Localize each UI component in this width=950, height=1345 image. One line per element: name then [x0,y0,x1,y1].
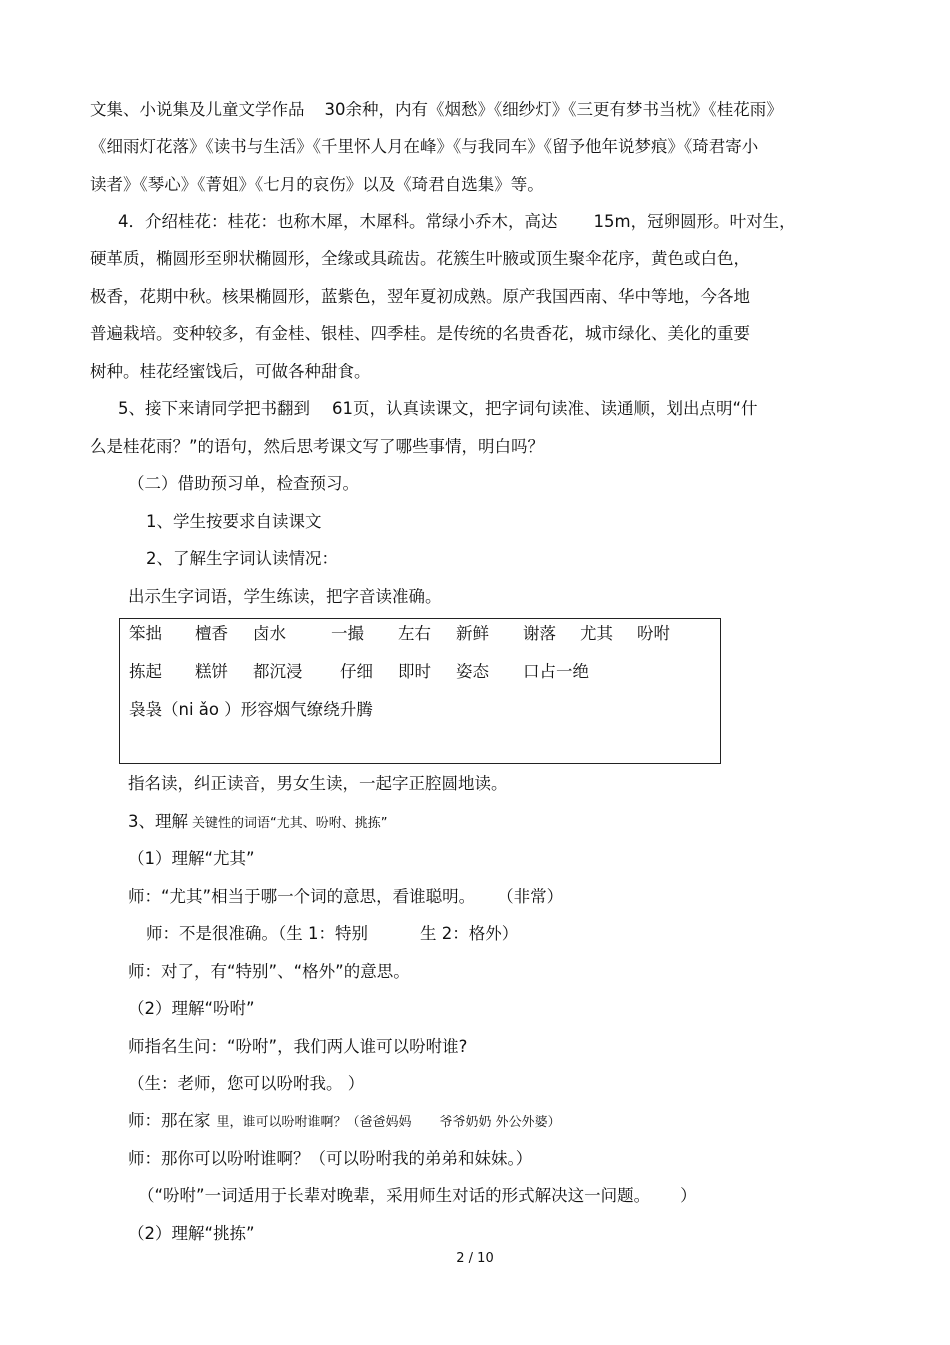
text-line: 师：那你可以吩咐谁啊？（可以吩咐我的弟弟和妹妹。） [128,1149,533,1168]
list-item: 2、了解生字词认读情况： [146,549,338,568]
subheading: （2）理解“挑拣” [128,1224,255,1243]
text-fragment: 生 2：格外） [420,924,519,943]
text-line: 么是桂花雨？”的语句，然后思考课文写了哪些事情，明白吗？ [90,437,545,456]
text-line: 树种。桂花经蜜饯后，可做各种甜食。 [90,362,371,381]
text-line: 硬革质，椭圆形至卵状椭圆形，全缘或具疏齿。花簇生叶腋或顶生聚伞花序，黄色或白色， [90,249,750,268]
text-line: 普遍栽培。变种较多，有金桂、银桂、四季桂。是传统的名贵香花，城市绿化、美化的重要 [90,324,750,343]
vocab-word: 拣起 [129,662,162,681]
text-fragment: 师：“尤其”相当于哪一个词的意思，看谁聪明。 [128,887,476,906]
text-line: 《细雨灯花落》《读书与生活》《千里怀人月在峰》《与我同车》《留予他年说梦痕》《琦君寄小 [90,137,759,156]
vocab-word: 姿态 [456,662,489,681]
vocab-word: 仔细 [340,662,373,681]
list-item: 1、学生按要求自读课文 [146,512,322,531]
text-fragment: 5、接下来请同学把书翻到 [118,399,310,418]
vocab-word: 卤水 [253,624,286,643]
vocab-word: 左右 [398,624,431,643]
text-fragment: 爷爷奶奶 外公外婆） [439,1115,561,1130]
text-fragment: 文集、小说集及儿童文学作品 [90,100,305,119]
text-fragment: 师：那在家 [128,1111,211,1130]
vocab-word: 新鲜 [456,624,489,643]
text-fragment: ） [680,1186,697,1205]
vocab-word: 檀香 [195,624,228,643]
vocab-word: 即时 [398,662,431,681]
text-fragment: （“吩咐”一词适用于长辈对晚辈，采用师生对话的形式解决这一问题。 [138,1186,651,1205]
text-line: 读者》《琴心》《菁姐》《七月的哀伤》以及《琦君自选集》等。 [90,175,544,194]
text-line [146,923,518,945]
text-line: 师：对了，有“特别”、“格外”的意思。 [128,962,410,981]
text-fragment: 师：不是很准确。（生 1：特别 [146,924,368,943]
text-line [138,1185,697,1207]
text-fragment: 4．介绍桂花：桂花：也称木犀，木犀科。常绿小乔木，高达 [118,212,558,231]
vocab-word: 口占一绝 [523,662,589,681]
vocab-word: 谢落 [523,624,556,643]
text-line: 出示生字词语，学生练读，把字音读准确。 [128,587,442,606]
vocab-box [119,618,721,764]
text-line [118,211,796,233]
text-line [118,398,758,420]
subheading: （1）理解“尤其” [128,849,255,868]
vocab-word: 一撮 [331,624,364,643]
text-line [128,1110,561,1134]
text-line [128,886,563,908]
vocab-word: 都沉浸 [253,662,303,681]
text-line: 指名读，纠正读音，男女生读，一起字正腔圆地读。 [128,774,508,793]
text-fragment: 3、理解 [128,812,188,831]
vocab-definition: 袅袅（ni ǎo ）形容烟气缭绕升腾 [129,700,373,719]
vocab-word: 笨拙 [129,624,162,643]
list-item [128,811,387,835]
text-line [90,99,783,121]
page-number: 2 / 10 [456,1251,494,1266]
subheading: （2）理解“吩咐” [128,999,255,1018]
vocab-word: 尤其 [580,624,613,643]
section-heading: （二）借助预习单，检查预习。 [128,474,359,493]
vocab-word: 糕饼 [195,662,228,681]
text-fragment: 15m，冠卵圆形。叶对生， [593,212,796,231]
text-line: 师指名生问：“吩咐”，我们两人谁可以吩咐谁? [128,1037,468,1056]
text-fragment: 30余种，内有《烟愁》《细纱灯》《三更有梦书当枕》《桂花雨》 [324,100,783,119]
text-line: （生：老师，您可以吩咐我。 ） [128,1074,365,1093]
text-fragment: 关键性的词语“尤其、吩咐、挑拣” [192,816,388,831]
vocab-word: 吩咐 [637,624,670,643]
text-fragment: （非常） [497,887,564,906]
text-fragment: 61页，认真读课文，把字词句读准、读通顺，划出点明“什 [332,399,758,418]
text-fragment: 里，谁可以吩咐谁啊？（爸爸妈妈 [216,1115,412,1130]
text-line: 极香，花期中秋。核果椭圆形，蓝紫色，翌年夏初成熟。原产我国西南、华中等地，今各地 [90,287,750,306]
